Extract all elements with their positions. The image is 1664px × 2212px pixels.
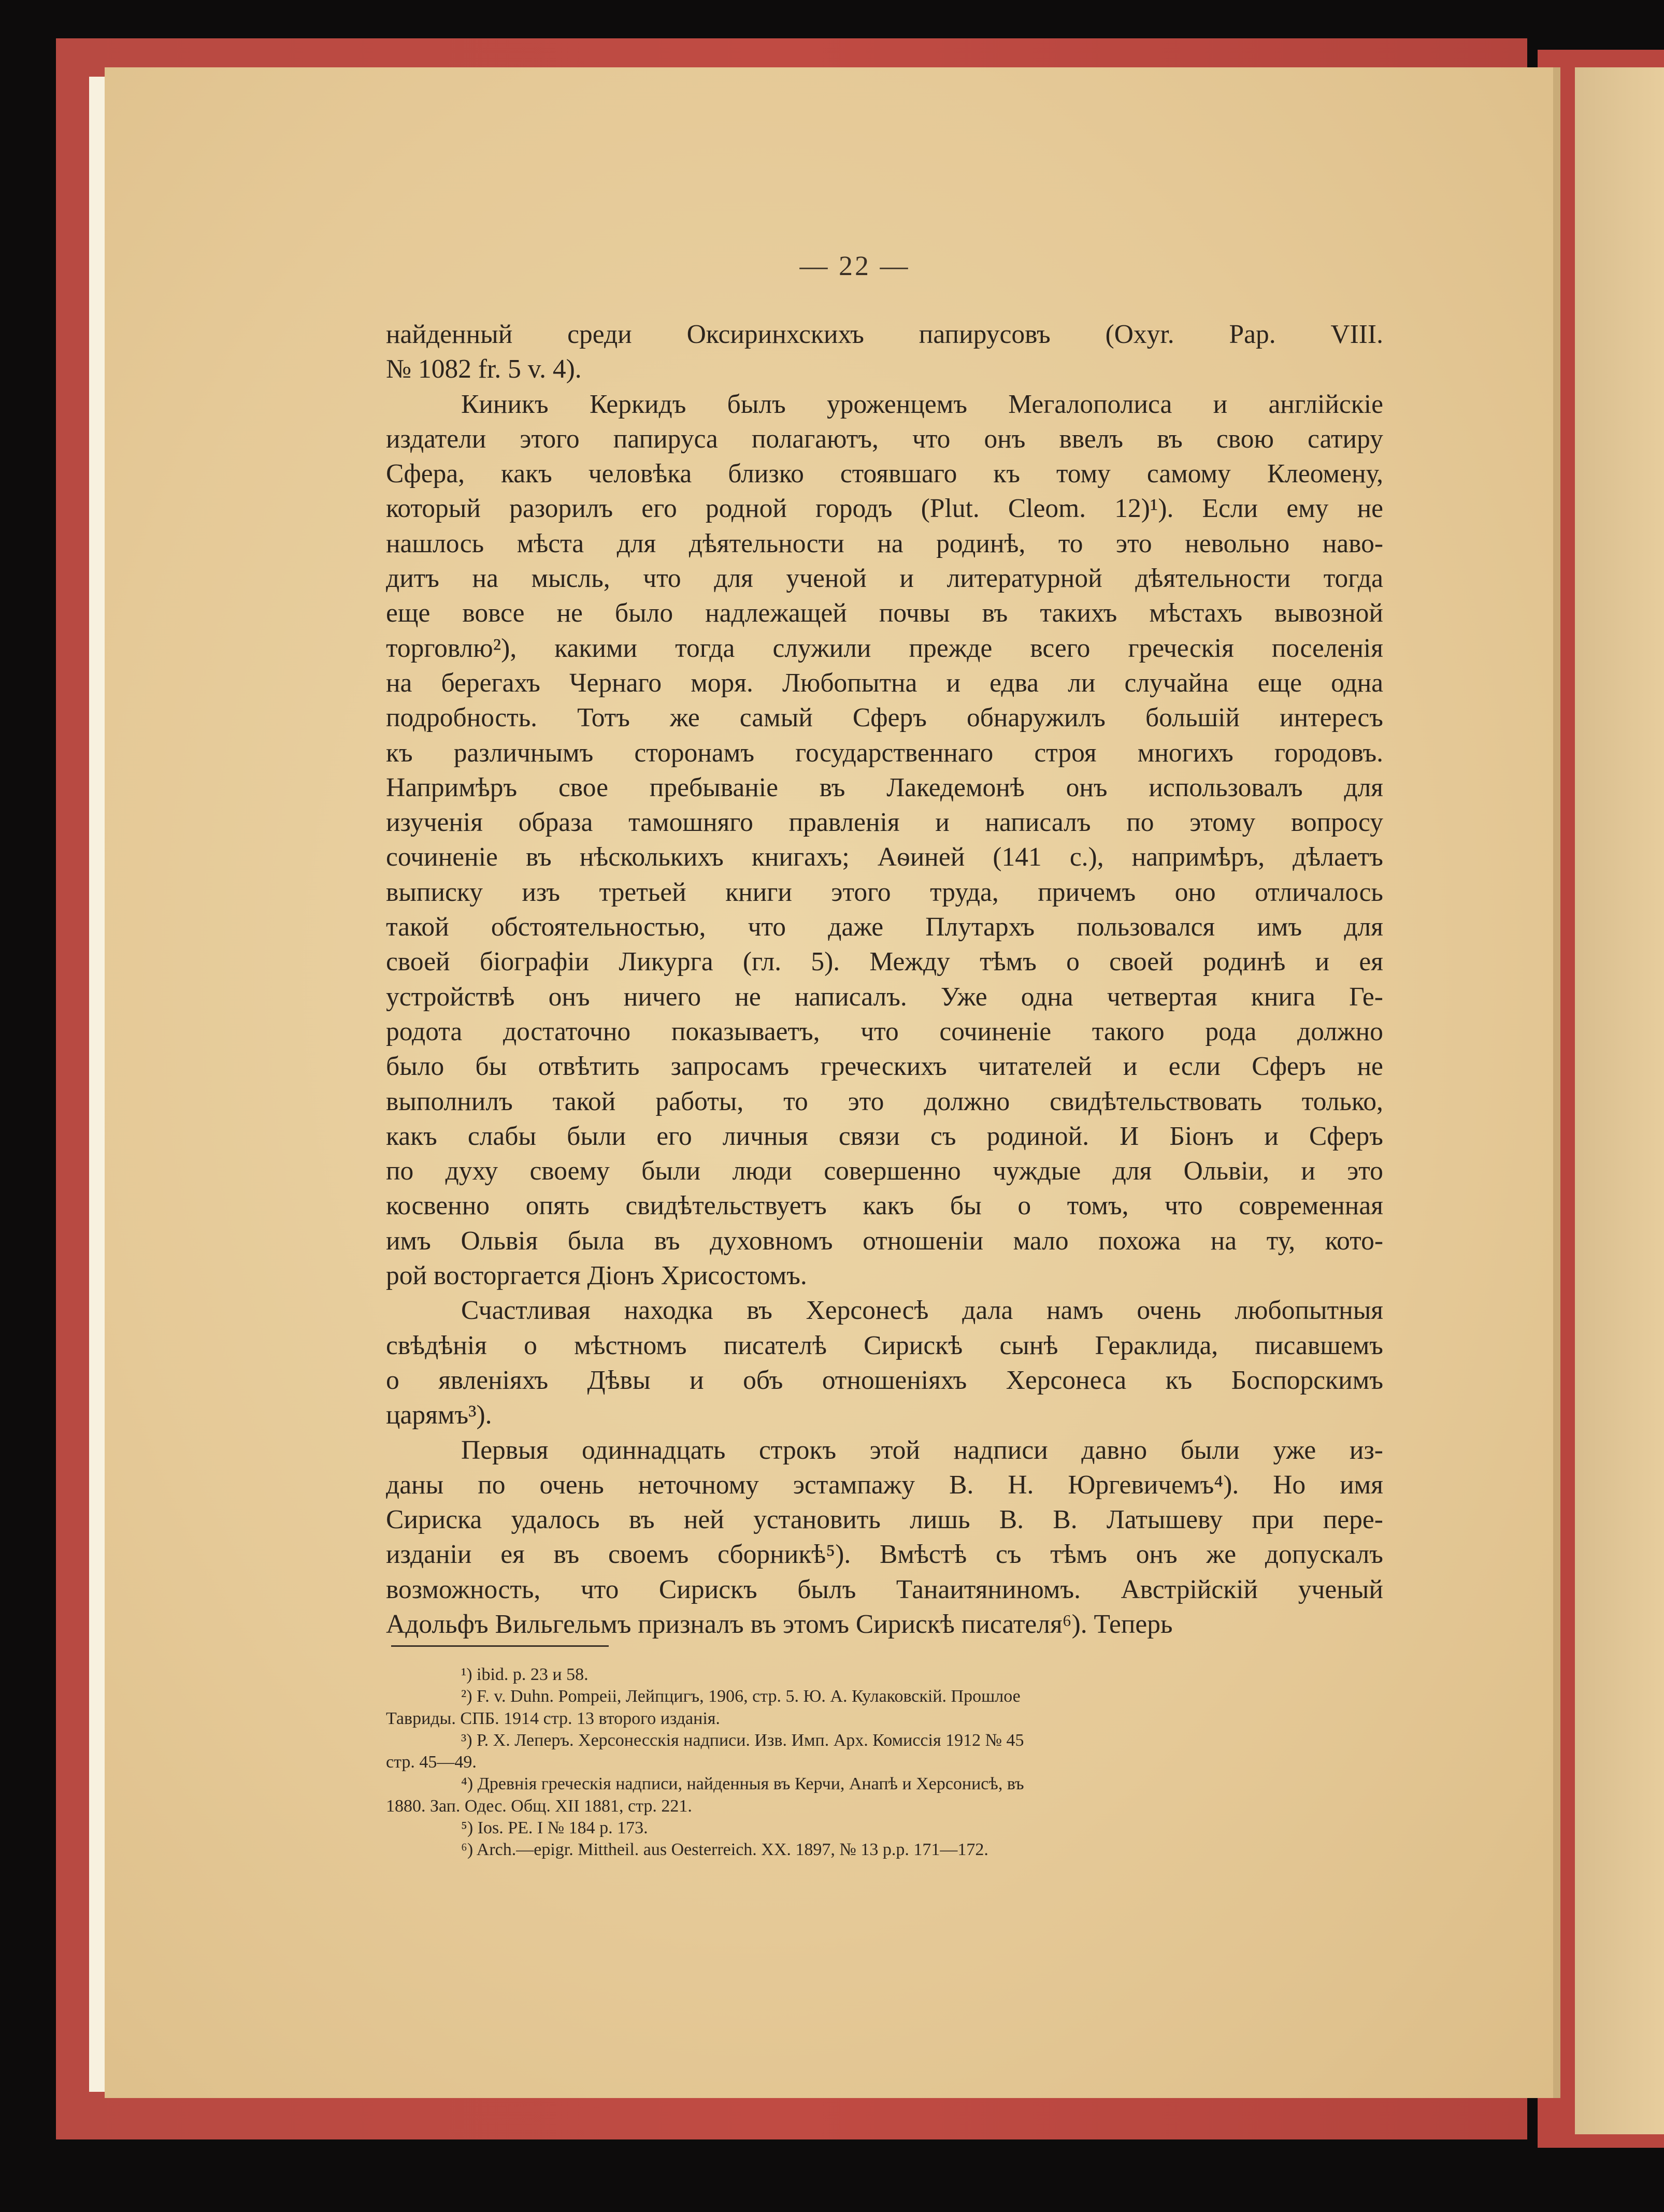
text-line: родота достаточно показываетъ, что сочиненіе такого рода должно bbox=[386, 1016, 1383, 1046]
text-line: выполнилъ такой работы, то это должно свидѣтельствовать только, bbox=[386, 1086, 1383, 1116]
footnote-line: ²) F. v. Duhn. Pompeii, Лейпцигъ, 1906, стр. 5. Ю. А. Кулаковскій. Прошлое bbox=[461, 1687, 1021, 1706]
text-line: Напримѣръ свое пребываніе въ Лакедемонѣ онъ использовалъ для bbox=[386, 772, 1383, 802]
text-line: издатели этого папируса полагаютъ, что онъ ввелъ въ свою сатиру bbox=[386, 424, 1383, 454]
text-line: какъ слабы были его личныя связи съ родиной. И Біонъ и Сферъ bbox=[386, 1121, 1383, 1151]
footnote-line: Тавриды. СПБ. 1914 стр. 13 второго изданія. bbox=[386, 1708, 720, 1728]
text-line: царямъ³). bbox=[386, 1400, 492, 1430]
text-line: о явленіяхъ Дѣвы и объ отношеніяхъ Херсонеса къ Боспорскимъ bbox=[386, 1365, 1383, 1395]
text-line: выписку изъ третьей книги этого труда, причемъ оно отличалось bbox=[386, 877, 1383, 907]
footnote-line: 1880. Зап. Одес. Общ. XII 1881, стр. 221. bbox=[386, 1796, 692, 1816]
text-line: было бы отвѣтить запросамъ греческихъ читателей и если Сферъ не bbox=[386, 1052, 1383, 1082]
text-line: Адольфъ Вильгельмъ призналъ въ этомъ Сирискѣ писателя⁶). Теперь bbox=[386, 1609, 1173, 1639]
text-line: изданіи ея въ своемъ сборникѣ⁵). Вмѣстѣ съ тѣмъ онъ же допускалъ bbox=[386, 1540, 1383, 1570]
text-line: косвенно опять свидѣтельствуетъ какъ бы о томъ, что современная bbox=[386, 1191, 1383, 1221]
text-line: рой восторгается Діонъ Хрисостомъ. bbox=[386, 1261, 807, 1291]
footnote-rule bbox=[391, 1645, 609, 1647]
text-line: найденный среди Оксиринхскихъ папирусовъ (Oxyr. Pap. VIII. bbox=[386, 320, 1383, 349]
text-line: на берегахъ Чернаго моря. Любопытна и едва ли случайна еще одна bbox=[386, 668, 1383, 698]
text-line: имъ Ольвія была въ духовномъ отношеніи мало похожа на ту, кото- bbox=[386, 1226, 1383, 1256]
text-line: торговлю²), какими тогда служили прежде всего греческія поселенія bbox=[386, 633, 1383, 663]
text-line: устройствѣ онъ ничего не написалъ. Уже одна четвертая книга Ге- bbox=[386, 982, 1383, 1012]
text-line: дитъ на мысль, что для ученой и литературной дѣятельности тогда bbox=[386, 564, 1383, 594]
footnote-line: ⁵) Ios. PE. I № 184 p. 173. bbox=[461, 1818, 648, 1838]
text-line: Сфера, какъ человѣка близко стоявшаго къ тому самому Клеомену, bbox=[386, 459, 1383, 489]
footnote-line: ⁴) Древнія греческія надписи, найденныя въ Керчи, Анапѣ и Херсонисѣ, въ bbox=[461, 1774, 1024, 1794]
paragraph bbox=[386, 317, 1383, 387]
text-line: сочиненіе въ нѣсколькихъ книгахъ; Аѳиней (141 c.), напримѣръ, дѣлаетъ bbox=[386, 842, 1383, 872]
text-line: своей біографіи Ликурга (гл. 5). Между тѣмъ о своей родинѣ и ея bbox=[386, 947, 1383, 977]
text-line: Сириска удалось въ ней установить лишь В. В. Латышеву при пере- bbox=[386, 1505, 1383, 1535]
text-line: подробность. Тотъ же самый Сферъ обнаружилъ большій интересъ bbox=[386, 703, 1383, 733]
text-line: такой обстоятельностью, что даже Плутархъ пользовался имъ для bbox=[386, 912, 1383, 942]
text-line: № 1082 fr. 5 v. 4). bbox=[386, 354, 582, 384]
paragraph bbox=[386, 1293, 1383, 1432]
text-line: изученія образа тамошняго правленія и написалъ по этому вопросу bbox=[386, 808, 1383, 838]
paragraph bbox=[386, 1433, 1383, 1642]
text-line: Счастливая находка въ Херсонесѣ дала намъ очень любопытныя bbox=[461, 1296, 1383, 1326]
footnote-line: стр. 45—49. bbox=[386, 1753, 477, 1772]
text-line: Первыя одиннадцать строкъ этой надписи давно были уже из- bbox=[461, 1435, 1383, 1465]
footnotes bbox=[386, 1664, 1383, 1861]
text-line: еще вовсе не было надлежащей почвы въ такихъ мѣстахъ вывозной bbox=[386, 598, 1383, 628]
text-line: Киникъ Керкидъ былъ уроженцемъ Мегалополиса и англійскіе bbox=[461, 389, 1383, 419]
body-text bbox=[386, 317, 1383, 1642]
adjacent-page-edge bbox=[1575, 67, 1664, 2134]
page-number: — 22 — bbox=[799, 250, 910, 281]
footnote-line: ⁶) Arch.—epigr. Mittheil. aus Oesterreich. XX. 1897, № 13 p.p. 171—172. bbox=[461, 1840, 988, 1860]
text-line: по духу своему были люди совершенно чуждые для Ольвіи, и это bbox=[386, 1156, 1383, 1186]
text-line: даны по очень неточному эстампажу В. Н. Юргевичемъ⁴). Но имя bbox=[386, 1470, 1383, 1500]
text-line: къ различнымъ сторонамъ государственнаго строя многихъ городовъ. bbox=[386, 738, 1383, 768]
paragraph bbox=[386, 387, 1383, 1294]
footnote-line: ³) Р. Х. Леперъ. Херсонесскія надписи. Изв. Имп. Арх. Комиссія 1912 № 45 bbox=[461, 1730, 1024, 1750]
text-line: нашлось мѣста для дѣятельности на родинѣ, то это невольно наво- bbox=[386, 528, 1383, 558]
text-line: который разорилъ его родной городъ (Plut. Cleom. 12)¹). Если ему не bbox=[386, 494, 1383, 524]
text-line: возможность, что Сирискъ былъ Танаитяниномъ. Австрійскій ученый bbox=[386, 1574, 1383, 1604]
footnote-line: ¹) ibid. p. 23 и 58. bbox=[461, 1665, 589, 1684]
page-inner-margin bbox=[89, 77, 105, 2092]
text-line: свѣдѣнія о мѣстномъ писателѣ Сирискѣ сынѣ Гераклида, писавшемъ bbox=[386, 1330, 1383, 1360]
